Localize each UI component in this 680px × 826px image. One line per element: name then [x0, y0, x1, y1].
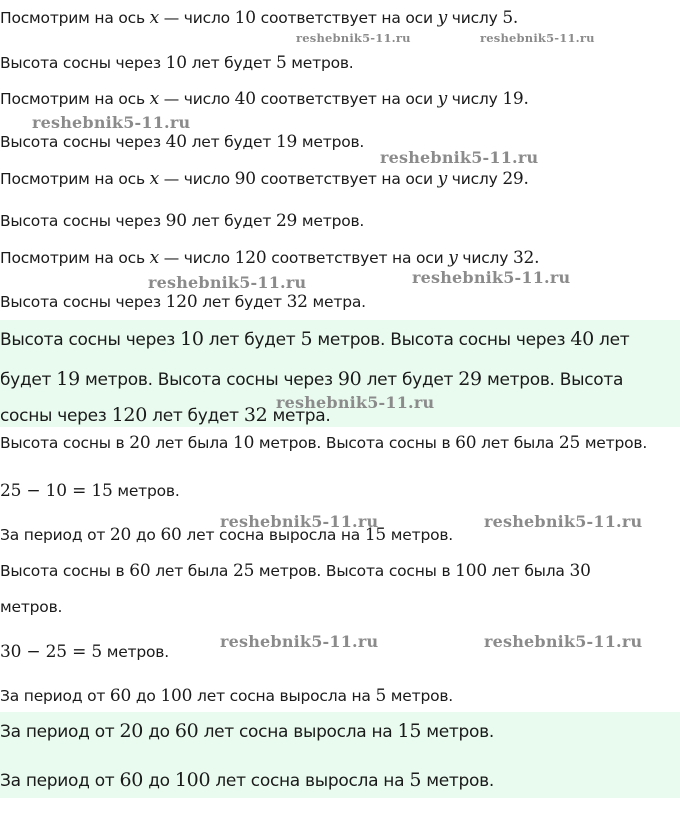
height-line-1: Высота сосны через 10 лет будет 5 метров.: [0, 53, 354, 73]
answer-2-line-1: За период от 20 до 60 лет сосна выросла на 15 метров.: [0, 720, 494, 742]
watermark: reshebnik5-11.ru: [480, 31, 595, 45]
observation-line-3: Посмотрим на ось x — число 90 соответствует на оси y числу 29.: [0, 169, 529, 189]
watermark: reshebnik5-11.ru: [484, 512, 643, 531]
result-line-1: За период от 20 до 60 лет сосна выросла на 15 метров.: [0, 525, 454, 545]
result-line-2: За период от 60 до 100 лет сосна выросла на 5 метров.: [0, 686, 454, 706]
paragraph-line-2: Высота сосны в 60 лет была 25 метров. Высота сосны в 100 лет была 30: [0, 561, 591, 581]
answer-box-2: [0, 712, 680, 798]
equation-line-2: 30 − 25 = 5 метров.: [0, 642, 169, 662]
watermark: reshebnik5-11.ru: [148, 273, 307, 292]
watermark: reshebnik5-11.ru: [220, 512, 379, 531]
answer-1-line-1: Высота сосны через 10 лет будет 5 метров. Высота сосны через 40 лет: [0, 328, 630, 350]
answer-1-line-2: будет 19 метров. Высота сосны через 90 лет будет 29 метров. Высота: [0, 368, 624, 390]
height-line-3: Высота сосны через 90 лет будет 29 метров.: [0, 211, 365, 231]
watermark: reshebnik5-11.ru: [32, 113, 191, 132]
paragraph-line-1: Высота сосны в 20 лет была 10 метров. Высота сосны в 60 лет была 25 метров.: [0, 433, 648, 453]
observation-line-1: Посмотрим на ось x — число 10 соответствует на оси y числу 5.: [0, 8, 519, 28]
watermark: reshebnik5-11.ru: [296, 31, 411, 45]
watermark: reshebnik5-11.ru: [412, 268, 571, 287]
watermark: reshebnik5-11.ru: [220, 632, 379, 651]
answer-1-line-3: сосны через 120 лет будет 32 метра.: [0, 404, 331, 426]
answer-2-line-2: За период от 60 до 100 лет сосна выросла на 5 метров.: [0, 769, 494, 791]
paragraph-line-2-end: метров.: [0, 598, 63, 616]
watermark: reshebnik5-11.ru: [380, 148, 539, 167]
observation-line-2: Посмотрим на ось x — число 40 соответствует на оси y числу 19.: [0, 89, 529, 109]
height-line-2: Высота сосны через 40 лет будет 19 метров.: [0, 132, 365, 152]
watermark: reshebnik5-11.ru: [484, 632, 643, 651]
height-line-4: Высота сосны через 120 лет будет 32 метра.: [0, 292, 366, 312]
equation-line-1: 25 − 10 = 15 метров.: [0, 481, 180, 501]
watermark: reshebnik5-11.ru: [276, 393, 435, 412]
observation-line-4: Посмотрим на ось x — число 120 соответствует на оси y числу 32.: [0, 248, 540, 268]
